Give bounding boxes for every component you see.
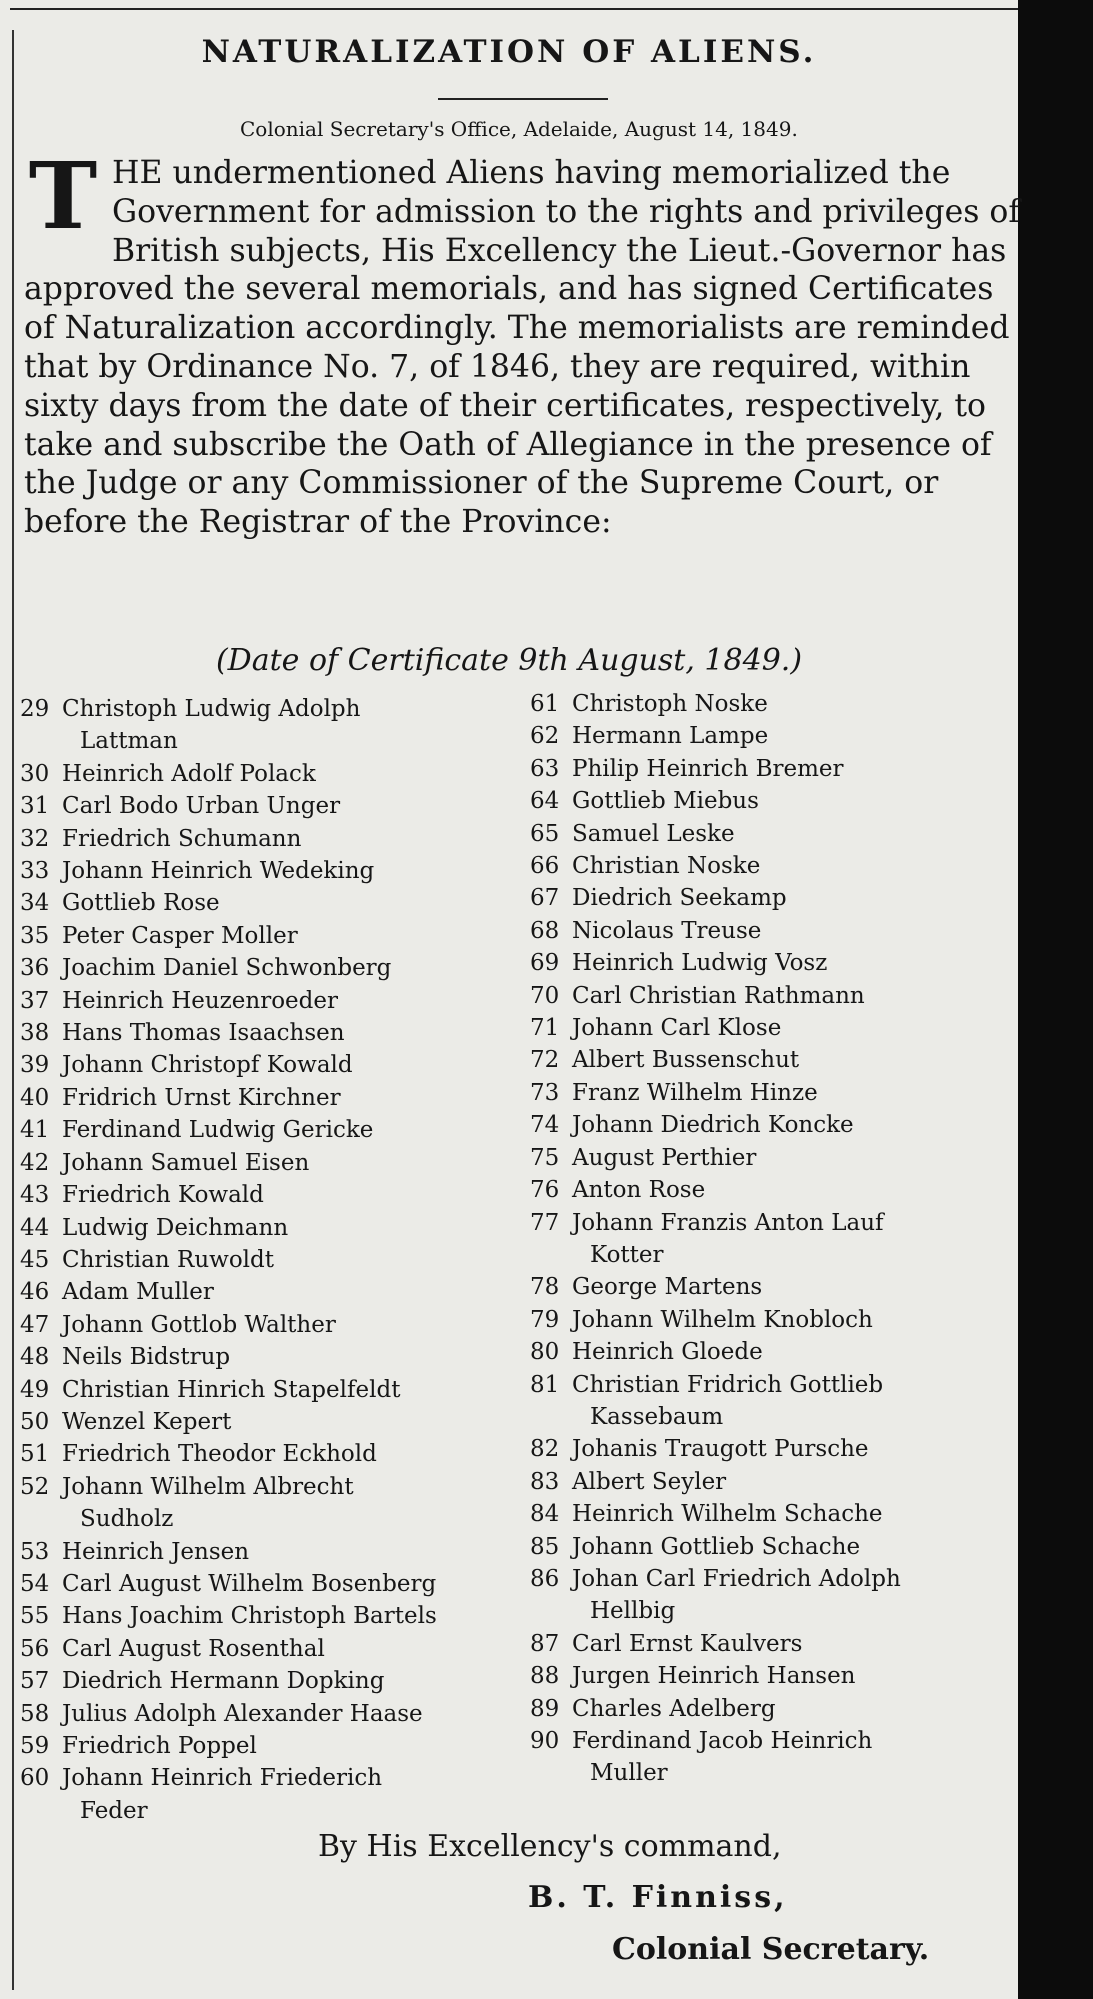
name-entry xyxy=(530,1271,1010,1303)
name-entry xyxy=(530,688,1010,720)
signature-name: B. T. Finniss, xyxy=(528,1880,788,1915)
entry-name: Christian Noske xyxy=(572,853,761,880)
names-list-left xyxy=(20,693,520,1827)
entry-number: 45 xyxy=(20,1246,50,1273)
entry-number: 30 xyxy=(20,760,50,787)
name-entry xyxy=(530,1433,1010,1465)
entry-name-continued: Kassebaum xyxy=(590,1403,724,1430)
entry-number: 79 xyxy=(530,1306,560,1333)
name-entry xyxy=(530,882,1010,914)
entry-number: 31 xyxy=(20,793,50,820)
entry-name: Friedrich Poppel xyxy=(62,1733,257,1759)
title-rule xyxy=(438,98,608,100)
entry-name: Friedrich Kowald xyxy=(62,1182,264,1209)
name-entry xyxy=(20,1147,520,1179)
name-entry xyxy=(20,1212,520,1244)
entry-number: 49 xyxy=(20,1376,50,1403)
name-entry xyxy=(20,1179,520,1211)
entry-name: Franz Wilhelm Hinze xyxy=(572,1079,818,1106)
name-entry xyxy=(530,1174,1010,1206)
entry-number: 42 xyxy=(20,1149,50,1176)
entry-name: Charles Adelberg xyxy=(572,1695,776,1722)
entry-name: Gottlieb Miebus xyxy=(572,788,759,815)
entry-number: 82 xyxy=(530,1436,560,1463)
entry-name: Peter Casper Moller xyxy=(62,922,298,949)
entry-number: 64 xyxy=(530,788,560,815)
entry-name: August Perthier xyxy=(572,1144,757,1171)
entry-number: 88 xyxy=(530,1663,560,1690)
name-entry xyxy=(530,1336,1010,1368)
entry-name: Johan Carl Friedrich Adolph xyxy=(572,1565,901,1592)
name-entry xyxy=(20,855,520,887)
entry-name-continued: Feder xyxy=(80,1797,148,1824)
entry-number: 44 xyxy=(20,1214,50,1241)
name-entry xyxy=(530,1077,1010,1109)
entry-number: 46 xyxy=(20,1279,50,1306)
signature-command: By His Excellency's command, xyxy=(318,1829,782,1864)
entry-name: Diedrich Seekamp xyxy=(572,885,787,912)
scan-dark-margin xyxy=(1018,0,1093,1999)
entry-name: Hans Joachim Christoph Bartels xyxy=(62,1603,437,1630)
notice-body-text: HE undermentioned Aliens having memorialized the Government for admission to the rights and privileges of British subjects, His Excellency the Lieut.-Governor has approved the several memorials, and has signed Certificates of Naturalization accordingly. The memorialists are reminded that by Ordinance No. 7, of 1846, they are required, within sixty days from the date of their certificates, respectively, to take and subscribe the Oath of Allegiance in the presence of the Judge or any Commissioner of the Supreme Court, or before the Registrar of the Province: xyxy=(24,155,1021,541)
entry-name-continued: Muller xyxy=(590,1760,668,1787)
entry-name: Johann Wilhelm Albrecht xyxy=(62,1473,354,1500)
name-entry xyxy=(530,1725,1010,1790)
name-entry xyxy=(20,1017,520,1049)
entry-number: 43 xyxy=(20,1182,50,1209)
entry-number: 53 xyxy=(20,1538,50,1565)
entry-name: Joachim Daniel Schwonberg xyxy=(62,955,392,982)
name-entry xyxy=(530,915,1010,947)
name-entry xyxy=(530,1693,1010,1725)
name-entry xyxy=(530,980,1010,1012)
top-rule xyxy=(10,8,1020,10)
entry-number: 67 xyxy=(530,885,560,912)
name-entry xyxy=(20,823,520,855)
entry-name: Carl August Rosenthal xyxy=(62,1635,325,1662)
entry-name: Fridrich Urnst Kirchner xyxy=(62,1084,341,1111)
entry-number: 83 xyxy=(530,1468,560,1495)
entry-name: Julius Adolph Alexander Haase xyxy=(62,1700,423,1727)
notice-body xyxy=(24,142,1024,542)
entry-name: Johann Gottlieb Schache xyxy=(572,1533,861,1560)
entry-name: Anton Rose xyxy=(572,1177,706,1204)
entry-number: 57 xyxy=(20,1668,50,1695)
entry-name: Wenzel Kepert xyxy=(62,1408,232,1435)
entry-number: 50 xyxy=(20,1408,50,1435)
name-entry xyxy=(530,753,1010,785)
entry-number: 59 xyxy=(20,1733,50,1759)
entry-number: 62 xyxy=(530,723,560,750)
name-entry xyxy=(20,758,520,790)
entry-number: 47 xyxy=(20,1311,50,1338)
entry-number: 70 xyxy=(530,982,560,1009)
entry-number: 38 xyxy=(20,1020,50,1047)
entry-number: 68 xyxy=(530,917,560,944)
entry-number: 54 xyxy=(20,1570,50,1597)
name-entry xyxy=(20,790,520,822)
entry-number: 48 xyxy=(20,1344,50,1371)
entry-name: Johann Gottlob Walther xyxy=(62,1311,336,1338)
name-entry xyxy=(530,1012,1010,1044)
entry-number: 65 xyxy=(530,820,560,847)
entry-name: Johann Carl Klose xyxy=(572,1015,782,1042)
name-entry xyxy=(530,947,1010,979)
entry-name: Hans Thomas Isaachsen xyxy=(62,1020,345,1047)
name-entry xyxy=(20,1049,520,1081)
entry-name: Carl August Wilhelm Bosenberg xyxy=(62,1570,437,1597)
entry-number: 52 xyxy=(20,1473,50,1500)
entry-name: George Martens xyxy=(572,1274,763,1301)
name-entry xyxy=(20,1406,520,1438)
name-entry xyxy=(530,1109,1010,1141)
entry-number: 84 xyxy=(530,1501,560,1528)
name-entry xyxy=(20,1471,520,1536)
entry-name: Diedrich Hermann Dopking xyxy=(62,1668,385,1695)
name-entry xyxy=(20,1568,520,1600)
name-entry xyxy=(530,1628,1010,1660)
entry-number: 60 xyxy=(20,1765,50,1792)
name-entry xyxy=(530,1660,1010,1692)
entry-name-continued: Kotter xyxy=(590,1241,664,1268)
entry-number: 29 xyxy=(20,696,50,722)
entry-name: Johann Heinrich Friederich xyxy=(62,1765,383,1792)
entry-name: Carl Ernst Kaulvers xyxy=(572,1630,803,1657)
entry-name: Philip Heinrich Bremer xyxy=(572,755,844,782)
name-entry xyxy=(20,1438,520,1470)
left-column-rule xyxy=(12,30,14,1990)
entry-number: 34 xyxy=(20,890,50,917)
entry-name: Heinrich Jensen xyxy=(62,1538,250,1565)
entry-number: 73 xyxy=(530,1079,560,1106)
name-entry xyxy=(20,1536,520,1568)
name-entry xyxy=(530,850,1010,882)
name-entry xyxy=(20,1762,520,1827)
entry-number: 77 xyxy=(530,1209,560,1236)
entry-name: Ferdinand Ludwig Gericke xyxy=(62,1117,374,1144)
entry-number: 61 xyxy=(530,691,560,717)
entry-number: 81 xyxy=(530,1371,560,1398)
signature-title: Colonial Secretary. xyxy=(612,1932,930,1967)
name-entry xyxy=(20,693,520,758)
entry-number: 72 xyxy=(530,1047,560,1074)
name-entry xyxy=(530,1142,1010,1174)
name-entry xyxy=(530,1466,1010,1498)
entry-number: 36 xyxy=(20,955,50,982)
name-entry xyxy=(530,1369,1010,1434)
entry-number: 32 xyxy=(20,825,50,852)
entry-name: Christoph Ludwig Adolph xyxy=(62,696,361,722)
name-entry xyxy=(20,1309,520,1341)
entry-name: Johann Diedrich Koncke xyxy=(572,1112,854,1139)
entry-number: 56 xyxy=(20,1635,50,1662)
entry-number: 39 xyxy=(20,1052,50,1079)
entry-number: 41 xyxy=(20,1117,50,1144)
entry-number: 78 xyxy=(530,1274,560,1301)
entry-name: Samuel Leske xyxy=(572,820,735,847)
name-entry xyxy=(530,818,1010,850)
name-entry xyxy=(530,785,1010,817)
names-list-right xyxy=(530,688,1010,1790)
entry-name: Friedrich Theodor Eckhold xyxy=(62,1441,377,1468)
entry-number: 51 xyxy=(20,1441,50,1468)
name-entry xyxy=(20,1374,520,1406)
entry-number: 74 xyxy=(530,1112,560,1139)
entry-name: Adam Muller xyxy=(62,1279,214,1306)
name-entry xyxy=(20,1276,520,1308)
entry-name: Christoph Noske xyxy=(572,691,768,717)
entry-name: Carl Christian Rathmann xyxy=(572,982,865,1009)
entry-number: 80 xyxy=(530,1339,560,1366)
name-entry xyxy=(20,1600,520,1632)
entry-number: 66 xyxy=(530,853,560,880)
entry-name: Heinrich Gloede xyxy=(572,1339,763,1366)
name-entry xyxy=(530,1498,1010,1530)
entry-number: 87 xyxy=(530,1630,560,1657)
name-entry xyxy=(530,1044,1010,1076)
entry-number: 33 xyxy=(20,858,50,885)
name-entry xyxy=(20,1114,520,1146)
entry-name: Friedrich Schumann xyxy=(62,825,302,852)
entry-number: 63 xyxy=(530,755,560,782)
name-entry xyxy=(20,1698,520,1730)
entry-name: Christian Hinrich Stapelfeldt xyxy=(62,1376,401,1403)
entry-number: 76 xyxy=(530,1177,560,1204)
entry-name: Gottlieb Rose xyxy=(62,890,220,917)
entry-number: 58 xyxy=(20,1700,50,1727)
name-entry xyxy=(530,720,1010,752)
entry-number: 90 xyxy=(530,1728,560,1754)
name-entry xyxy=(20,920,520,952)
entry-name: Heinrich Heuzenroeder xyxy=(62,987,338,1014)
entry-number: 85 xyxy=(530,1533,560,1560)
entry-name: Johann Heinrich Wedeking xyxy=(62,858,375,885)
entry-name-continued: Lattman xyxy=(80,728,178,755)
entry-number: 35 xyxy=(20,922,50,949)
notice-title: NATURALIZATION OF ALIENS. xyxy=(201,34,817,70)
name-entry xyxy=(530,1563,1010,1628)
entry-name: Johann Franzis Anton Lauf xyxy=(572,1209,884,1236)
entry-name-continued: Hellbig xyxy=(590,1598,676,1625)
entry-name: Johann Christopf Kowald xyxy=(62,1052,353,1079)
drop-cap: T xyxy=(28,142,98,250)
entry-name: Nicolaus Treuse xyxy=(572,917,762,944)
entry-name: Albert Bussenschut xyxy=(572,1047,800,1074)
office-dateline: Colonial Secretary's Office, Adelaide, August 14, 1849. xyxy=(240,117,798,141)
entry-number: 55 xyxy=(20,1603,50,1630)
entry-name: Albert Seyler xyxy=(572,1468,727,1495)
entry-name: Ferdinand Jacob Heinrich xyxy=(572,1728,873,1754)
name-entry xyxy=(20,1244,520,1276)
entry-name-continued: Sudholz xyxy=(80,1506,174,1533)
entry-number: 37 xyxy=(20,987,50,1014)
entry-number: 71 xyxy=(530,1015,560,1042)
name-entry xyxy=(530,1304,1010,1336)
entry-name: Johanis Traugott Pursche xyxy=(572,1436,869,1463)
certificate-date: (Date of Certificate 9th August, 1849.) xyxy=(215,643,803,678)
entry-name: Neils Bidstrup xyxy=(62,1344,231,1371)
entry-name: Hermann Lampe xyxy=(572,723,769,750)
entry-number: 89 xyxy=(530,1695,560,1722)
name-entry xyxy=(20,1665,520,1697)
entry-name: Ludwig Deichmann xyxy=(62,1214,289,1241)
entry-name: Johann Samuel Eisen xyxy=(62,1149,310,1176)
entry-number: 40 xyxy=(20,1084,50,1111)
entry-name: Heinrich Wilhelm Schache xyxy=(572,1501,883,1528)
entry-name: Christian Ruwoldt xyxy=(62,1246,274,1273)
entry-number: 69 xyxy=(530,950,560,977)
entry-name: Johann Wilhelm Knobloch xyxy=(572,1306,873,1333)
name-entry xyxy=(530,1207,1010,1272)
entry-name: Jurgen Heinrich Hansen xyxy=(572,1663,856,1690)
entry-name: Christian Fridrich Gottlieb xyxy=(572,1371,884,1398)
name-entry xyxy=(530,1531,1010,1563)
name-entry xyxy=(20,1341,520,1373)
name-entry xyxy=(20,1633,520,1665)
entry-number: 75 xyxy=(530,1144,560,1171)
entry-name: Heinrich Ludwig Vosz xyxy=(572,950,828,977)
name-entry xyxy=(20,952,520,984)
entry-name: Heinrich Adolf Polack xyxy=(62,760,316,787)
entry-number: 86 xyxy=(530,1565,560,1592)
name-entry xyxy=(20,887,520,919)
name-entry xyxy=(20,1082,520,1114)
name-entry xyxy=(20,985,520,1017)
name-entry xyxy=(20,1730,520,1762)
entry-name: Carl Bodo Urban Unger xyxy=(62,793,341,820)
